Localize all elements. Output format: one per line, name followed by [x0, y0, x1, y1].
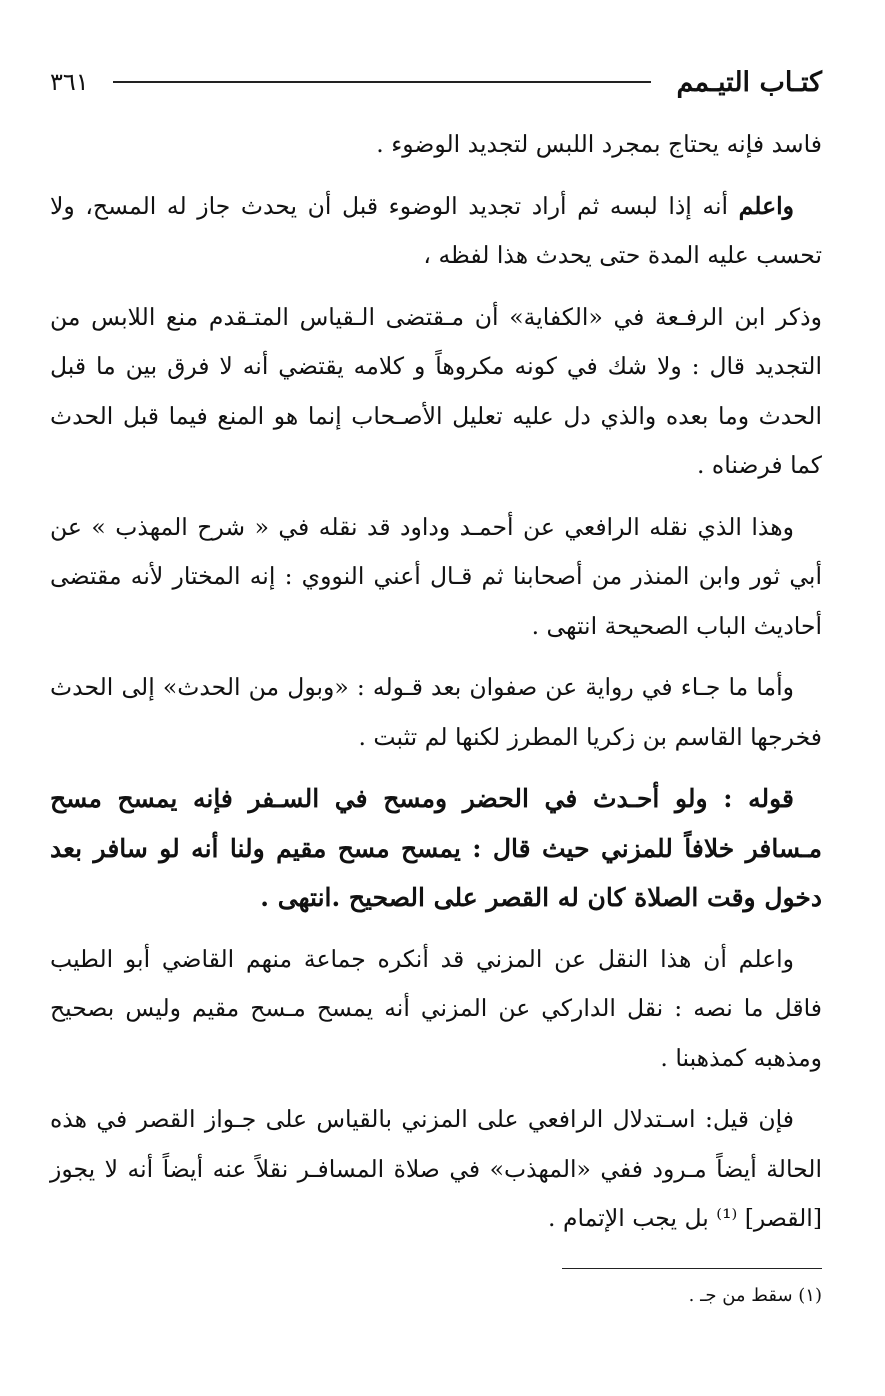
footnote-text: (١) سقط من جـ .: [688, 1285, 822, 1306]
paragraph-lead-word: واعلم: [738, 191, 794, 220]
document-page: [50, 60, 822, 1360]
paragraph: [50, 663, 822, 762]
paragraph-text: فاسد فإنه يحتاج بمجرد اللبس لتجديد الوضوء .: [376, 130, 822, 158]
page-body: [50, 120, 822, 1244]
header-rule: [113, 81, 651, 83]
paragraph: [50, 935, 822, 1084]
quoted-statement: [50, 774, 822, 923]
paragraph-text: وهذا الذي نقله الرافعي عن أحمـد وداود قد نقله في « شرح المهذب » عن أبي ثور وابن المنذر من أصحابنا ثم قـال أعني النووي : إنه المختار لأنه مقتضى أحاديث الباب الصحيحة انتهى .: [50, 512, 822, 640]
paragraph: [50, 1095, 822, 1244]
paragraph-text: واعلم أن هذا النقل عن المزني قد أنكره جماعة منهم القاضي أبو الطيب فاقل ما نصه : نقل الداركي عن المزني أنه يمسح مـسح مقيم وليس بصحيح ومذهبه كمذهبنا .: [50, 944, 822, 1072]
paragraph: [50, 293, 822, 491]
paragraph: [50, 182, 822, 281]
footnote-area: [562, 1268, 822, 1306]
paragraph: [50, 503, 822, 652]
footnote-rule: [562, 1268, 822, 1269]
page-number: ٣٦١: [50, 68, 89, 96]
chapter-title: كتـاب التيـمم: [676, 66, 822, 98]
quoted-statement-text: قوله : ولو أحـدث في الحضر ومسح في السـفر فإنه يمسح مسح مـسافر خلافاً للمزني حيث قال : يمسح مسح مقيم ولنا أنه لو سافر بعد دخول وقت الصلاة كان له القصر على الصحيح .انتهى .: [50, 784, 822, 912]
paragraph-text: وذكر ابن الرفـعة في «الكفاية» أن مـقتضى الـقياس المتـقدم منع اللابس من التجديد قال : ولا شك في كونه مكروهاً و كلامه يقتضي أنه لا فرق بين ما قبل الحدث وما بعده والذي دل عليه تعليل الأصـحاب إنما هو المنع فيما قبل الحدث كما فرضناه .: [50, 302, 822, 479]
paragraph: [50, 120, 822, 170]
paragraph-text: فإن قيل: اسـتدلال الرافعي على المزني بالقياس على جـواز القصر في هذه الحالة أيضاً مـرود ففي «المهذب» في صلاة المسافـر نقلاً عنه أيضاً أنه لا يجوز [القصر] ⁽¹⁾ بل يجب الإتمام .: [50, 1105, 822, 1232]
paragraph-text: أنه إذا لبسه ثم أراد تجديد الوضوء قبل أن يحدث جاز له المسح، ولا تحسب عليه المدة حتى يحدث هذا لفظه ،: [50, 191, 822, 269]
page-header: [50, 60, 822, 104]
paragraph-text: وأما ما جـاء في رواية عن صفوان بعد قـوله : «وبول من الحدث» إلى الحدث فخرجها القاسم بن زكريا المطرز لكنها لم تثبت .: [50, 673, 822, 751]
